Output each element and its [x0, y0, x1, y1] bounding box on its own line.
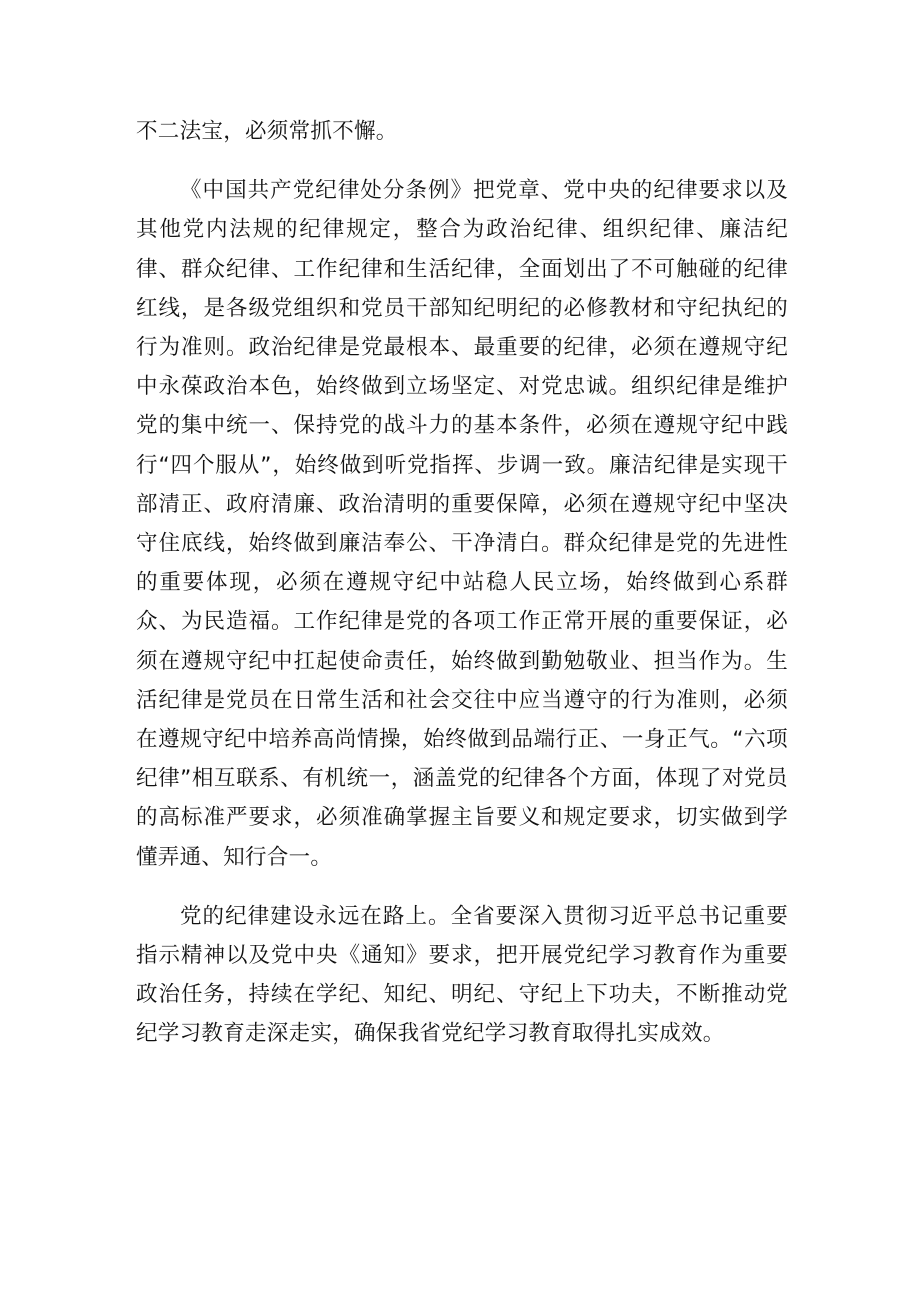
- paragraph-six-disciplines: 《中国共产党纪律处分条例》把党章、党中央的纪律要求以及其他党内法规的纪律规定，整合为政治纪律、组织纪律、廉洁纪律、群众纪律、工作纪律和生活纪律，全面划出了不可触碰的纪律红线，是各级党组织和党员干部知纪明纪的必修教材和守纪执纪的行为准则。政治纪律是党最根本、最重要的纪律，必须在遵规守纪中永葆政治本色，始终做到立场坚定、对党忠诚。组织纪律是维护党的集中统一、保持党的战斗力的基本条件，必须在遵规守纪中践行“四个服从”，始终做到听党指挥、步调一致。廉洁纪律是实现干部清正、政府清廉、政治清明的重要保障，必须在遵规守纪中坚决守住底线，始终做到廉洁奉公、干净清白。群众纪律是党的先进性的重要体现，必须在遵规守纪中站稳人民立场，始终做到心系群众、为民造福。工作纪律是党的各项工作正常开展的重要保证，必须在遵规守纪中扛起使命责任，始终做到勤勉敬业、担当作为。生活纪律是党员在日常生活和社会交往中应当遵守的行为准则，必须在遵规守纪中培养高尚情操，始终做到品端行正、一身正气。“六项纪律”相互联系、有机统一，涵盖党的纪律各个方面，体现了对党员的高标准严要求，必须准确掌握主旨要义和规定要求，切实做到学懂弄通、知行合一。: [136, 178, 788, 870]
- paragraph-conclusion: 党的纪律建设永远在路上。全省要深入贯彻习近平总书记重要指示精神以及党中央《通知》要求，把开展党纪学习教育作为重要政治任务，持续在学纪、知纪、明纪、守纪上下功夫，不断推动党纪学习教育走深走实，确保我省党纪学习教育取得扎实成效。: [136, 903, 788, 1047]
- document-body: [136, 112, 788, 1054]
- paragraph-continuation: 不二法宝，必须常抓不懈。: [136, 119, 398, 144]
